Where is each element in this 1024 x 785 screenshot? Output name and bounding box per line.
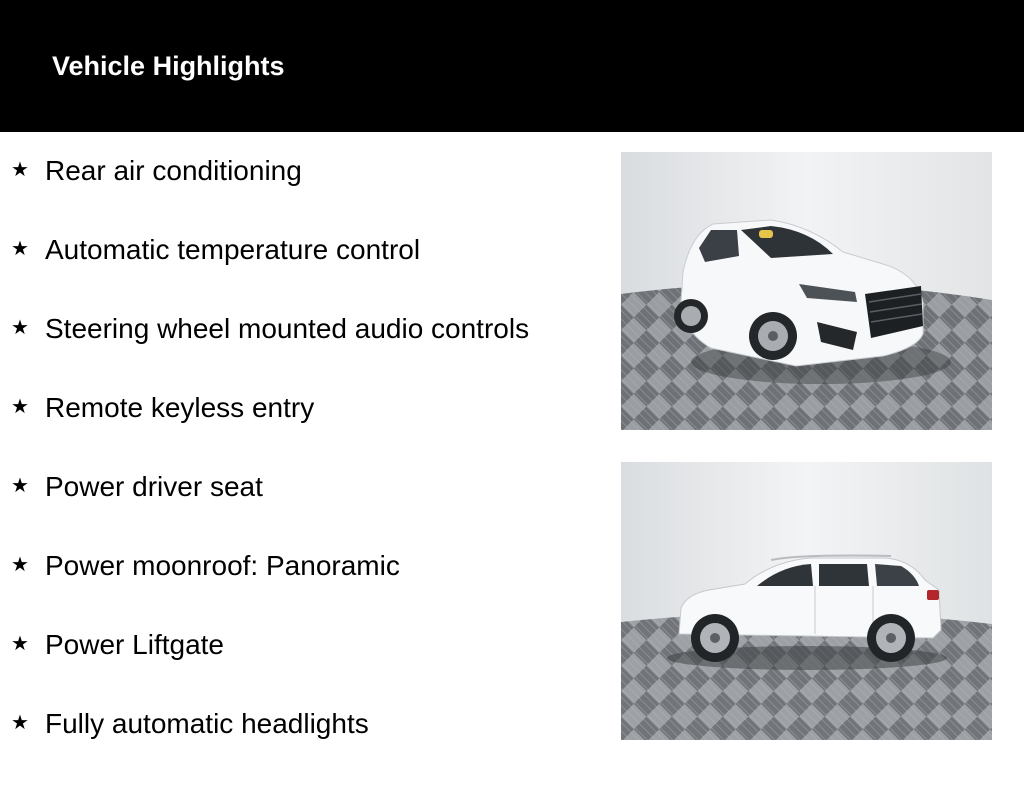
feature-item xyxy=(0,706,600,785)
vehicle-photo-front xyxy=(621,152,992,430)
feature-item xyxy=(0,311,600,390)
feature-label: Power Liftgate xyxy=(45,629,224,660)
feature-label: Fully automatic headlights xyxy=(45,708,369,739)
header-bar xyxy=(0,0,1024,132)
feature-item xyxy=(0,548,600,627)
star-icon: ★ xyxy=(11,554,29,576)
feature-label: Remote keyless entry xyxy=(45,392,315,423)
feature-item xyxy=(0,390,600,469)
star-icon: ★ xyxy=(11,159,29,181)
star-icon: ★ xyxy=(11,396,29,418)
vehicle-photo-front-image xyxy=(621,152,992,430)
feature-label: Rear air conditioning xyxy=(45,155,302,186)
feature-label: Automatic temperature control xyxy=(45,234,421,265)
feature-item xyxy=(0,627,600,706)
feature-list xyxy=(0,153,600,785)
star-icon: ★ xyxy=(11,633,29,655)
feature-label: Power driver seat xyxy=(45,471,263,502)
feature-label: Power moonroof: Panoramic xyxy=(45,550,400,581)
feature-label: Steering wheel mounted audio controls xyxy=(45,313,530,344)
page-title: Vehicle Highlights xyxy=(52,51,285,81)
vehicle-photo-side xyxy=(621,462,992,740)
star-icon: ★ xyxy=(11,475,29,497)
feature-item xyxy=(0,232,600,311)
vehicle-photo-side-image xyxy=(621,462,992,740)
star-icon: ★ xyxy=(11,317,29,339)
star-icon: ★ xyxy=(11,238,29,260)
feature-item xyxy=(0,469,600,548)
feature-item xyxy=(0,153,600,232)
star-icon: ★ xyxy=(11,712,29,734)
